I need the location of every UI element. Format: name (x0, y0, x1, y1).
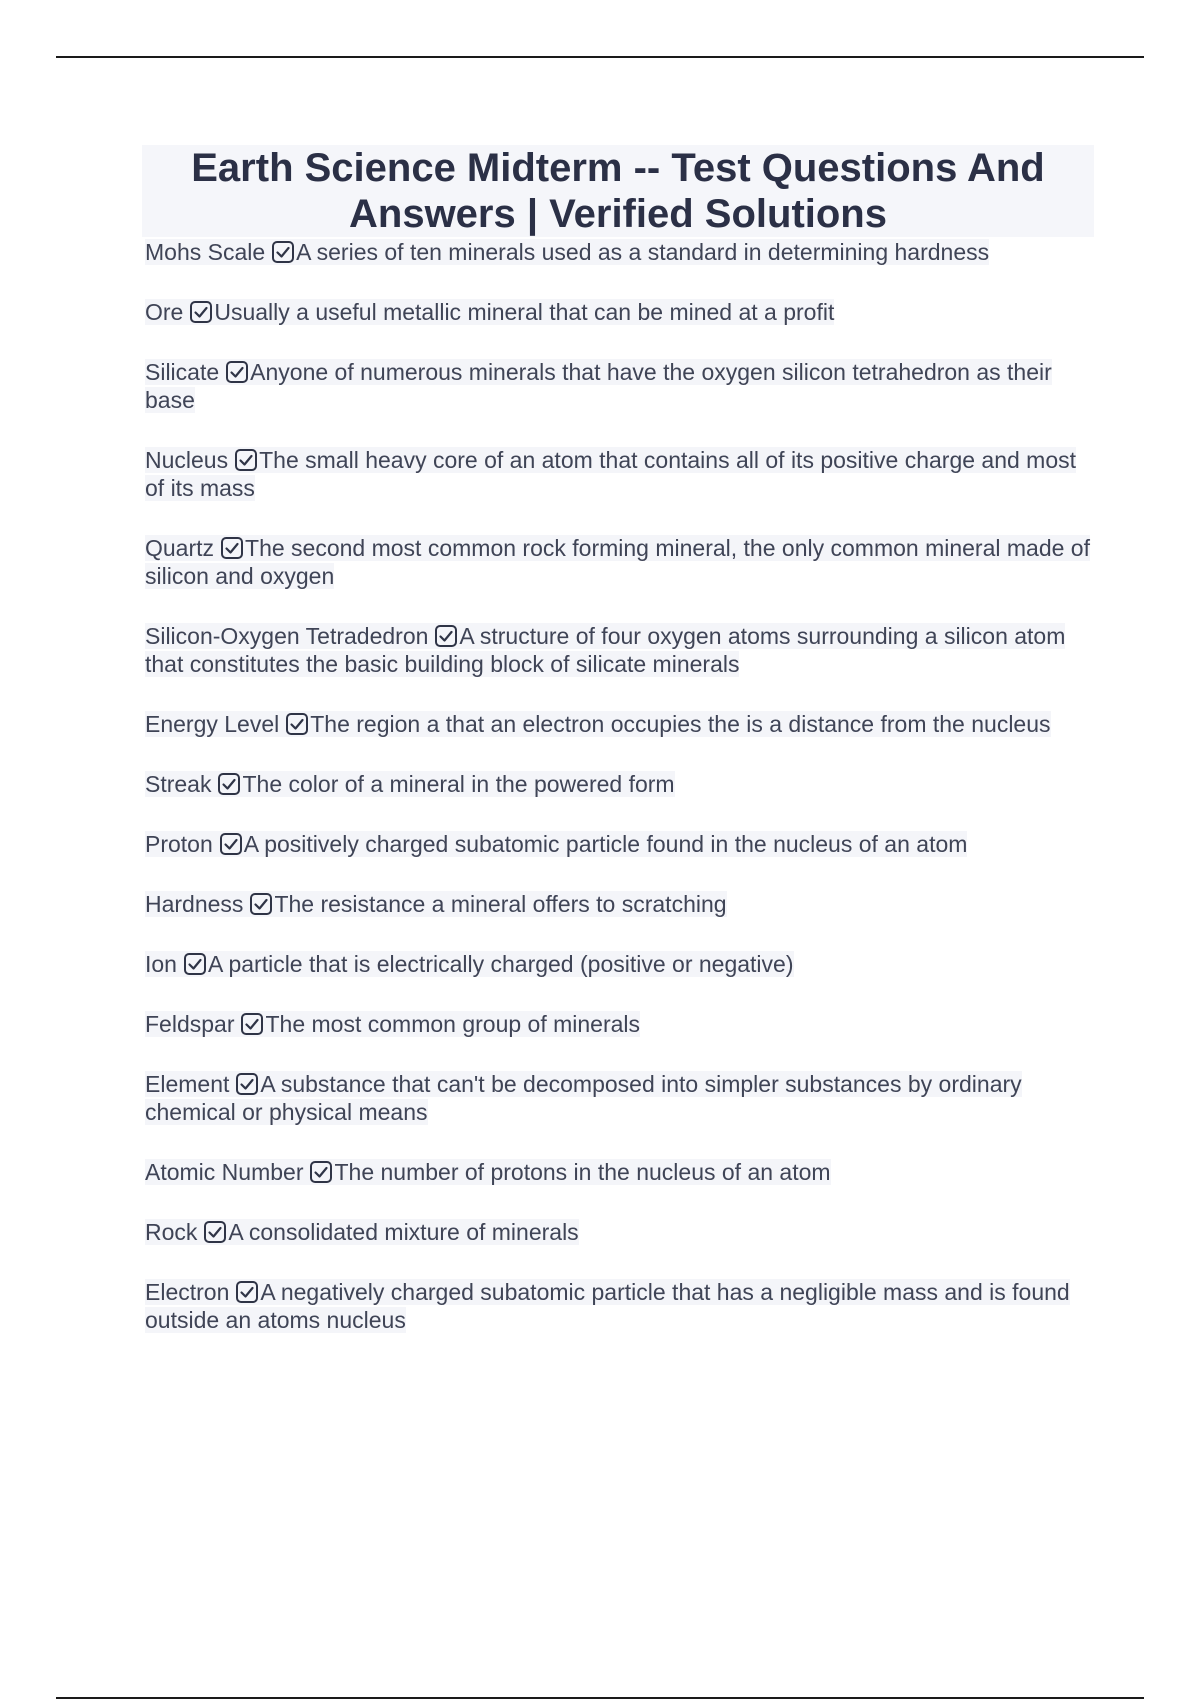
check-box-icon (220, 536, 244, 560)
qa-entry (142, 298, 1094, 326)
entry-term: Nucleus (145, 447, 229, 473)
qa-entry (142, 710, 1094, 738)
check-box-icon (309, 1160, 333, 1184)
qa-entry (142, 770, 1094, 798)
entry-definition: A series of ten minerals used as a standard in determining hardness (296, 239, 990, 265)
entry-term: Proton (145, 831, 213, 857)
check-box-icon (234, 448, 258, 472)
entry-term: Streak (145, 771, 212, 797)
entry-definition: The most common group of minerals (265, 1011, 641, 1037)
entry-definition: Usually a useful metallic mineral that can be mined at a profit (214, 299, 835, 325)
entry-definition: The resistance a mineral offers to scratching (274, 891, 727, 917)
top-rule (56, 56, 1144, 58)
entry-definition: The second most common rock forming mineral, the only common mineral made of silicon and oxygen (145, 535, 1090, 589)
qa-entry (142, 446, 1094, 502)
qa-entry (142, 1278, 1094, 1334)
entry-term: Hardness (145, 891, 244, 917)
document-body (142, 145, 1094, 1334)
entry-definition: The number of protons in the nucleus of an atom (334, 1159, 831, 1185)
entry-definition: A consolidated mixture of minerals (228, 1219, 579, 1245)
check-box-icon (225, 360, 249, 384)
check-box-icon (183, 952, 207, 976)
check-box-icon (235, 1072, 259, 1096)
qa-entry (142, 1158, 1094, 1186)
qa-list (142, 238, 1094, 1334)
qa-entry (142, 1218, 1094, 1246)
qa-entry (142, 890, 1094, 918)
entry-definition: A negatively charged subatomic particle that has a negligible mass and is found outside an atoms nucleus (145, 1279, 1070, 1333)
entry-definition: A structure of four oxygen atoms surrounding a silicon atom that constitutes the basic building block of silicate minerals (145, 623, 1066, 677)
entry-term: Energy Level (145, 711, 280, 737)
qa-entry (142, 534, 1094, 590)
check-box-icon (434, 624, 458, 648)
check-box-icon (235, 1280, 259, 1304)
entry-term: Rock (145, 1219, 198, 1245)
entry-term: Silicate (145, 359, 220, 385)
entry-definition: A positively charged subatomic particle found in the nucleus of an atom (243, 831, 968, 857)
entry-term: Quartz (145, 535, 215, 561)
entry-definition: The small heavy core of an atom that contains all of its positive charge and most of its mass (145, 447, 1077, 501)
qa-entry (142, 1010, 1094, 1038)
entry-definition: A particle that is electrically charged (positive or negative) (207, 951, 794, 977)
qa-entry (142, 358, 1094, 414)
entry-term: Ion (145, 951, 177, 977)
qa-entry (142, 950, 1094, 978)
entry-term: Mohs Scale (145, 239, 266, 265)
check-box-icon (271, 240, 295, 264)
qa-entry (142, 622, 1094, 678)
entry-term: Element (145, 1071, 230, 1097)
check-box-icon (240, 1012, 264, 1036)
qa-entry (142, 1070, 1094, 1126)
check-box-icon (203, 1220, 227, 1244)
check-box-icon (189, 300, 213, 324)
entry-definition: The color of a mineral in the powered form (242, 771, 675, 797)
entry-term: Atomic Number (145, 1159, 304, 1185)
bottom-rule (56, 1697, 1144, 1699)
check-box-icon (285, 712, 309, 736)
entry-definition: Anyone of numerous minerals that have the oxygen silicon tetrahedron as their base (145, 359, 1052, 413)
entry-definition: The region a that an electron occupies the is a distance from the nucleus (310, 711, 1051, 737)
check-box-icon (217, 772, 241, 796)
title-block (142, 145, 1094, 237)
check-box-icon (249, 892, 273, 916)
entry-definition: A substance that can't be decomposed into simpler substances by ordinary chemical or physical means (145, 1071, 1022, 1125)
entry-term: Silicon-Oxygen Tetradedron (145, 623, 429, 649)
qa-entry (142, 830, 1094, 858)
entry-term: Electron (145, 1279, 230, 1305)
entry-term: Ore (145, 299, 184, 325)
qa-entry (142, 238, 1094, 266)
check-box-icon (219, 832, 243, 856)
page-title: Earth Science Midterm -- Test Questions And Answers | Verified Solutions (191, 146, 1045, 236)
entry-term: Feldspar (145, 1011, 235, 1037)
